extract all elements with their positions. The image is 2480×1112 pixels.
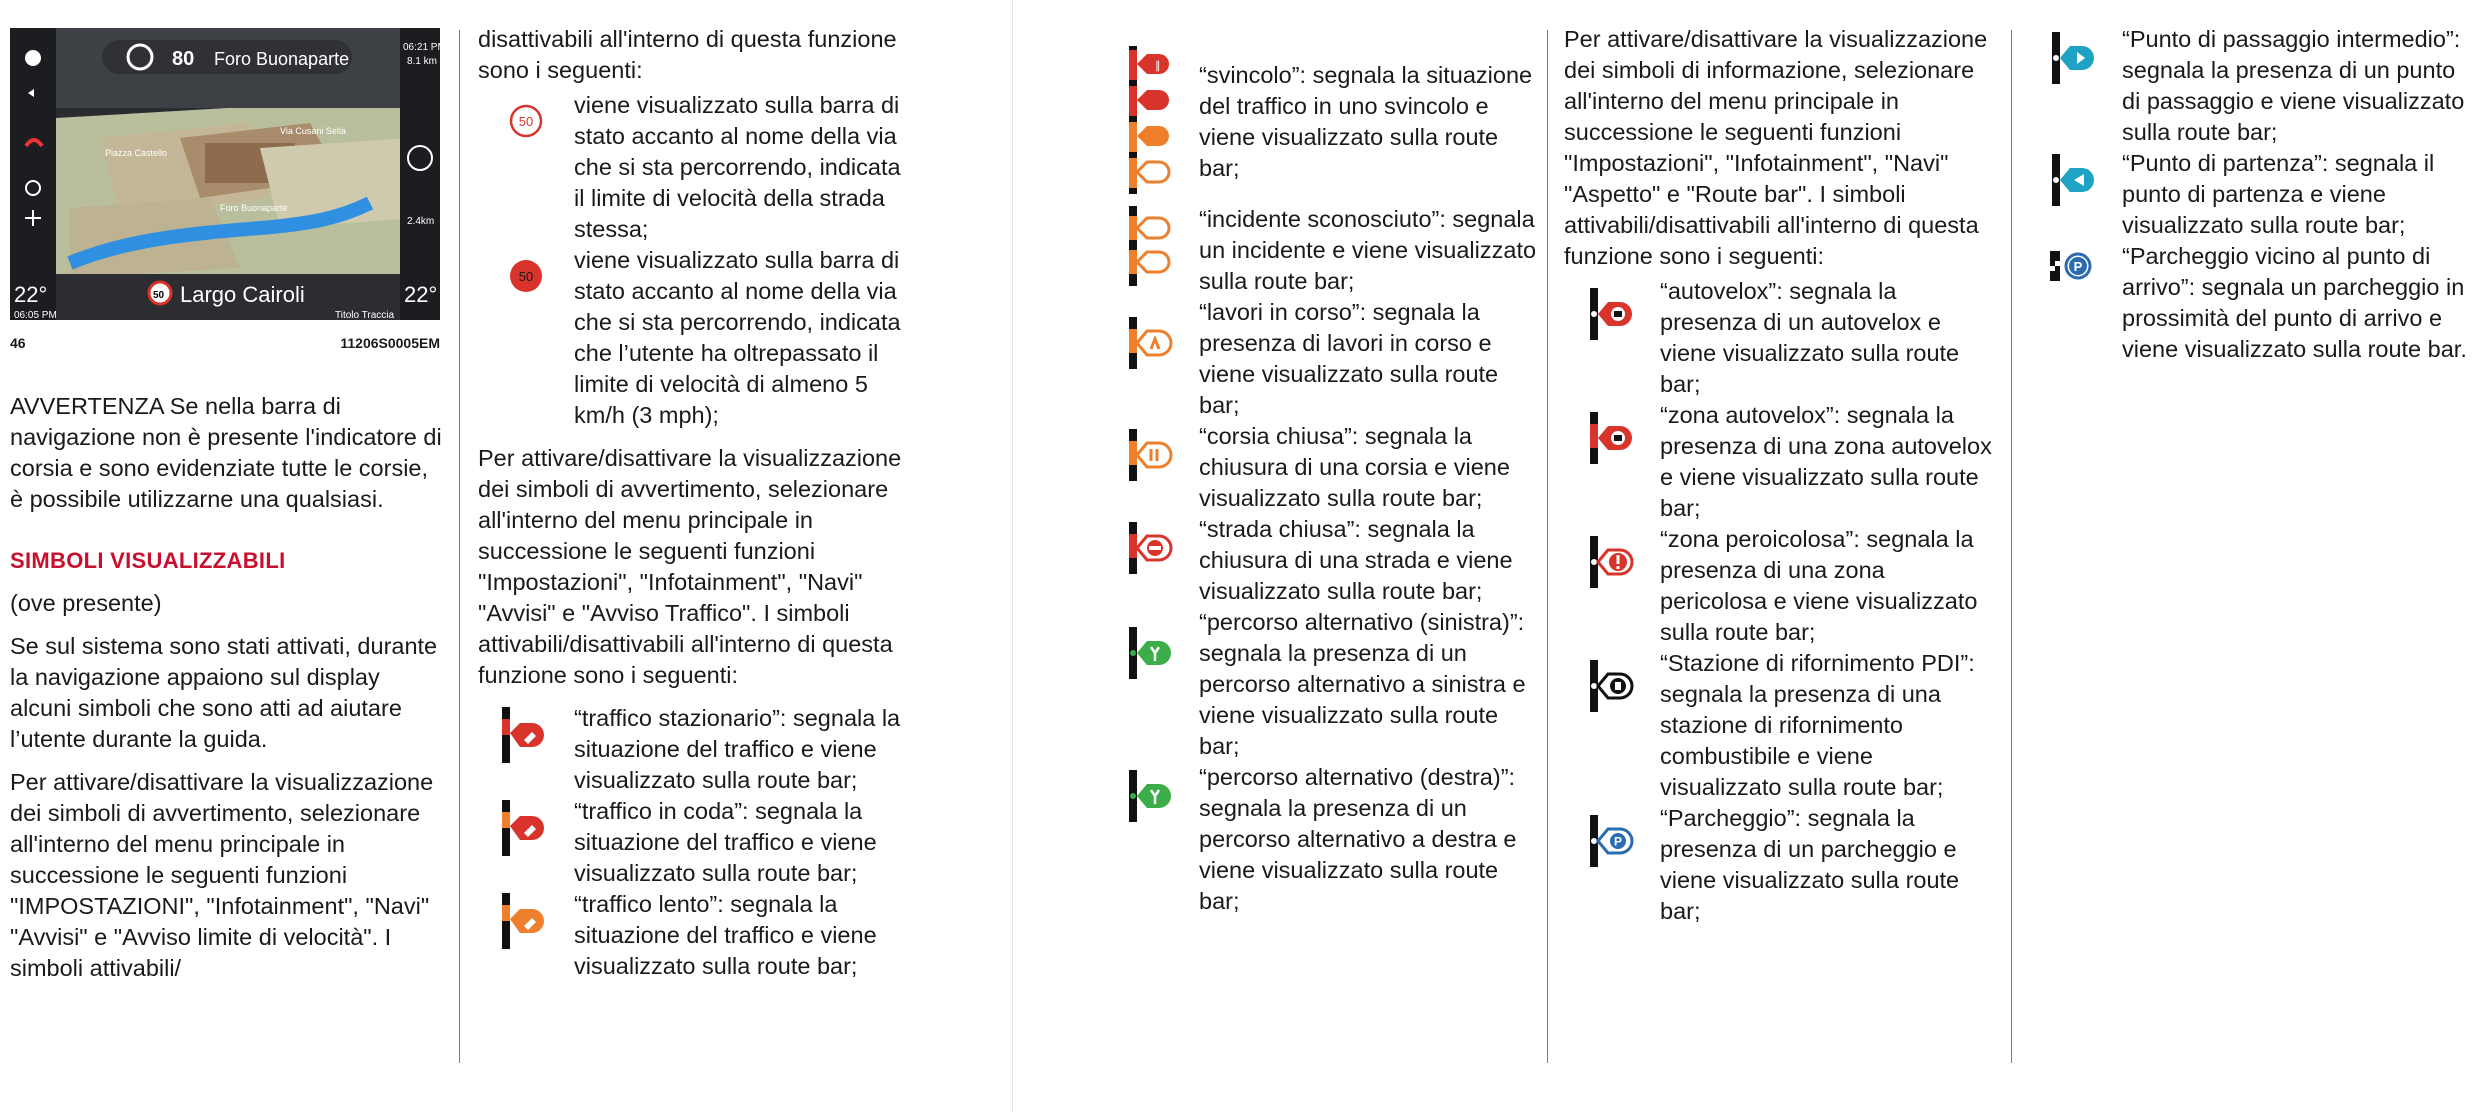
column-5 [2026, 24, 2476, 365]
symbol-description: “traffico in coda”: segnala la situazione del traffico e viene visualizzato sulla route bar; [574, 798, 877, 886]
speed-exceeded-icon [478, 245, 574, 293]
symbol-description: “svincolo”: segnala la situazione del traffico in uno svincolo e viene visualizzato sulla route bar; [1199, 62, 1533, 181]
traffic-stationary-icon [478, 703, 574, 765]
screen-dist2: 2.4km [407, 216, 435, 227]
speed-limit-icon [478, 90, 574, 138]
roadworks-icon [1103, 297, 1199, 371]
map-label: Via Cusani Sella [280, 126, 346, 136]
symbol-item [478, 889, 914, 982]
symbol-description: “lavori in corso”: segnala la presenza di lavori in corso e viene visualizzato sulla route bar; [1199, 299, 1499, 418]
waypoint-icon [2026, 24, 2122, 86]
symbol-description: “traffico lento”: segnala la situazione del traffico e viene visualizzato sulla route bar; [574, 891, 877, 979]
symbol-item [1564, 276, 1994, 400]
symbol-description: “percorso alternativo (destra)”: segnala la presenza di un percorso alternativo a destra e viene visualizzato sulla route bar; [1199, 764, 1517, 914]
figure-code: 11206S0005EM [340, 335, 440, 351]
screen-distance: 8.1 km [407, 56, 438, 67]
screen-speed: 80 [172, 48, 195, 70]
screen-temp-left: 22° [14, 282, 48, 307]
navigation-screenshot [10, 28, 446, 321]
accident-icon [1103, 204, 1199, 288]
symbol-description: “corsia chiusa”: segnala la chiusura di una corsia e viene visualizzato sulla route bar; [1199, 423, 1510, 511]
figure-caption [10, 328, 440, 359]
road-closed-icon [1103, 514, 1199, 576]
symbol-description: “Punto di partenza”: segnala il punto di partenza e viene visualizzato sulla route bar; [2122, 150, 2435, 238]
symbol-item [1103, 762, 1543, 917]
paragraph: Per attivare/disattivare la visualizzazione dei simboli di avvertimento, selezionare all'interno del menu principale in successione le seguenti funzioni "Impostazioni", "Infotainment", "Navi" "Avvisi" e "Avviso Traffico". I simboli attivabili/disattivabili all'interno di questa funzione sono i seguenti: [478, 445, 902, 688]
symbol-item [1564, 524, 1994, 648]
map-label: Piazza Castello [105, 148, 168, 158]
symbol-description: “Parcheggio”: segnala la presenza di un parcheggio e viene visualizzato sulla route bar; [1660, 805, 1960, 924]
symbol-description: “percorso alternativo (sinistra)”: segnala la presenza di un percorso alternativo a sinistra e viene visualizzato sulla route bar; [1199, 609, 1526, 759]
symbol-description: “zona autovelox”: segnala la presenza di una zona autovelox e viene visualizzato sulla route bar; [1660, 402, 1992, 521]
column-3 [1103, 46, 1543, 917]
paragraph: Se sul sistema sono stati attivati, durante la navigazione appaiono sul display alcuni simboli che sono atti ad aiutare l’utente durante la guida. [10, 633, 438, 752]
svg-text:∥: ∥ [1155, 60, 1161, 72]
speed-camera-zone-icon [1564, 400, 1660, 466]
column-divider [2011, 30, 2012, 1063]
traffic-queue-icon [478, 796, 574, 858]
alternative-route-left-icon [1103, 607, 1199, 681]
right-page [1013, 0, 2480, 1112]
paragraph: Per attivare/disattivare la visualizzazione dei simboli di avvertimento, selezionare all'interno del menu principale in successione le seguenti funzioni "IMPOSTAZIONI", "Infotainment", "Navi" "Avvisi" e "Avviso limite di velocità". I simboli attivabili/ [10, 769, 434, 981]
symbol-item [478, 796, 914, 889]
screen-street: Foro Buonaparte [214, 49, 350, 69]
column-1 [10, 28, 446, 996]
screen-temp-right: 22° [404, 282, 438, 307]
symbol-item [1564, 400, 1994, 524]
svg-text:P: P [1613, 834, 1623, 849]
symbol-item [478, 245, 914, 431]
fuel-station-icon [1564, 648, 1660, 714]
screen-destination: Largo Cairoli [180, 282, 305, 307]
junction-icon [1103, 46, 1199, 196]
paragraph: disattivabili all'interno di questa funzione sono i seguenti: [478, 26, 897, 83]
symbol-description: “Stazione di rifornimento PDI”: segnala la presenza di una stazione di rifornimento combustibile e viene visualizzato sulla route bar; [1660, 650, 1975, 800]
left-page [0, 0, 1012, 1112]
symbol-description: “Parcheggio vicino al punto di arrivo”: segnala un parcheggio in prossimità del punto di arrivo e viene visualizzato sulla route bar. [2122, 243, 2467, 362]
map-label: Foro Buonaparte [220, 203, 288, 213]
lane-closed-icon [1103, 421, 1199, 483]
symbol-item [1103, 607, 1543, 762]
screen-time: 06:21 PM [403, 42, 446, 53]
symbol-description: “zona peroicolosa”: segnala la presenza di una zona pericolosa e viene visualizzato sulla route bar; [1660, 526, 1978, 645]
column-2 [478, 24, 914, 982]
symbol-description: “Punto di passaggio intermedio”: segnala la presenza di un punto di passaggio e viene visualizzato sulla route bar; [2122, 26, 2465, 145]
column-divider [1547, 30, 1548, 1063]
speed-exceeded-icon-text: 50 [518, 269, 534, 284]
symbol-item [1103, 46, 1543, 196]
symbol-item [2026, 241, 2476, 365]
traffic-slow-icon [478, 889, 574, 951]
symbol-description: “incidente sconosciuto”: segnala un incidente e viene visualizzato sulla route bar; [1199, 206, 1537, 294]
symbol-description: viene visualizzato sulla barra di stato accanto al nome della via che si sta percorrendo, indicata che l’utente ha oltrepassato il limite di velocità di almeno 5 km/h (3 mph); [574, 247, 901, 428]
symbol-item [1103, 514, 1543, 607]
symbol-item [1103, 297, 1543, 421]
screen-track: Titolo Traccia [335, 310, 395, 321]
symbol-description: “traffico stazionario”: segnala la situazione del traffico e viene visualizzato sulla route bar; [574, 705, 901, 793]
column-divider [459, 30, 460, 1063]
screen-speed-limit: 50 [153, 290, 165, 301]
alternative-route-right-icon [1103, 762, 1199, 824]
symbol-description: “strada chiusa”: segnala la chiusura di una strada e viene visualizzato sulla route bar; [1199, 516, 1513, 604]
navigation-map-image [10, 28, 446, 321]
symbol-description: “autovelox”: segnala la presenza di un autovelox e viene visualizzato sulla route bar; [1660, 278, 1960, 397]
symbol-description: viene visualizzato sulla barra di stato accanto al nome della via che si sta percorrendo, indicata il limite di velocità della strada stessa; [574, 92, 901, 242]
symbol-item [478, 703, 914, 796]
symbol-item [1103, 204, 1543, 297]
symbol-item [2026, 24, 2476, 148]
paragraph: Per attivare/disattivare la visualizzazione dei simboli di informazione, selezionare all'interno del menu principale in successione le seguenti funzioni "Impostazioni", "Infotainment", "Navi" "Aspetto" e "Route bar". I simboli attivabili/disattivabili all'interno di questa funzione sono i seguenti: [1564, 26, 1988, 269]
section-subheading: (ove presente) [10, 590, 162, 616]
section-heading: SIMBOLI VISUALIZZABILI [10, 548, 286, 573]
symbol-item [2026, 148, 2476, 241]
symbol-item [1564, 803, 1994, 927]
parking-icon [1564, 803, 1660, 869]
svg-text:P: P [2073, 259, 2083, 274]
symbol-item [478, 90, 914, 245]
danger-zone-icon [1564, 524, 1660, 590]
speed-limit-icon-text: 50 [518, 114, 534, 129]
page-number: 46 [10, 335, 26, 351]
column-4 [1564, 24, 1994, 927]
screen-clock: 06:05 PM [14, 310, 57, 321]
parking-near-destination-icon [2026, 241, 2122, 287]
symbol-item [1564, 648, 1994, 803]
symbol-item [1103, 421, 1543, 514]
warning-text: AVVERTENZA Se nella barra di navigazione non è presente l'indicatore di corsia e sono evidenziate tutte le corsie, è possibile utilizzarne una qualsiasi. [10, 393, 442, 512]
speed-camera-icon [1564, 276, 1660, 342]
starting-point-icon [2026, 148, 2122, 208]
